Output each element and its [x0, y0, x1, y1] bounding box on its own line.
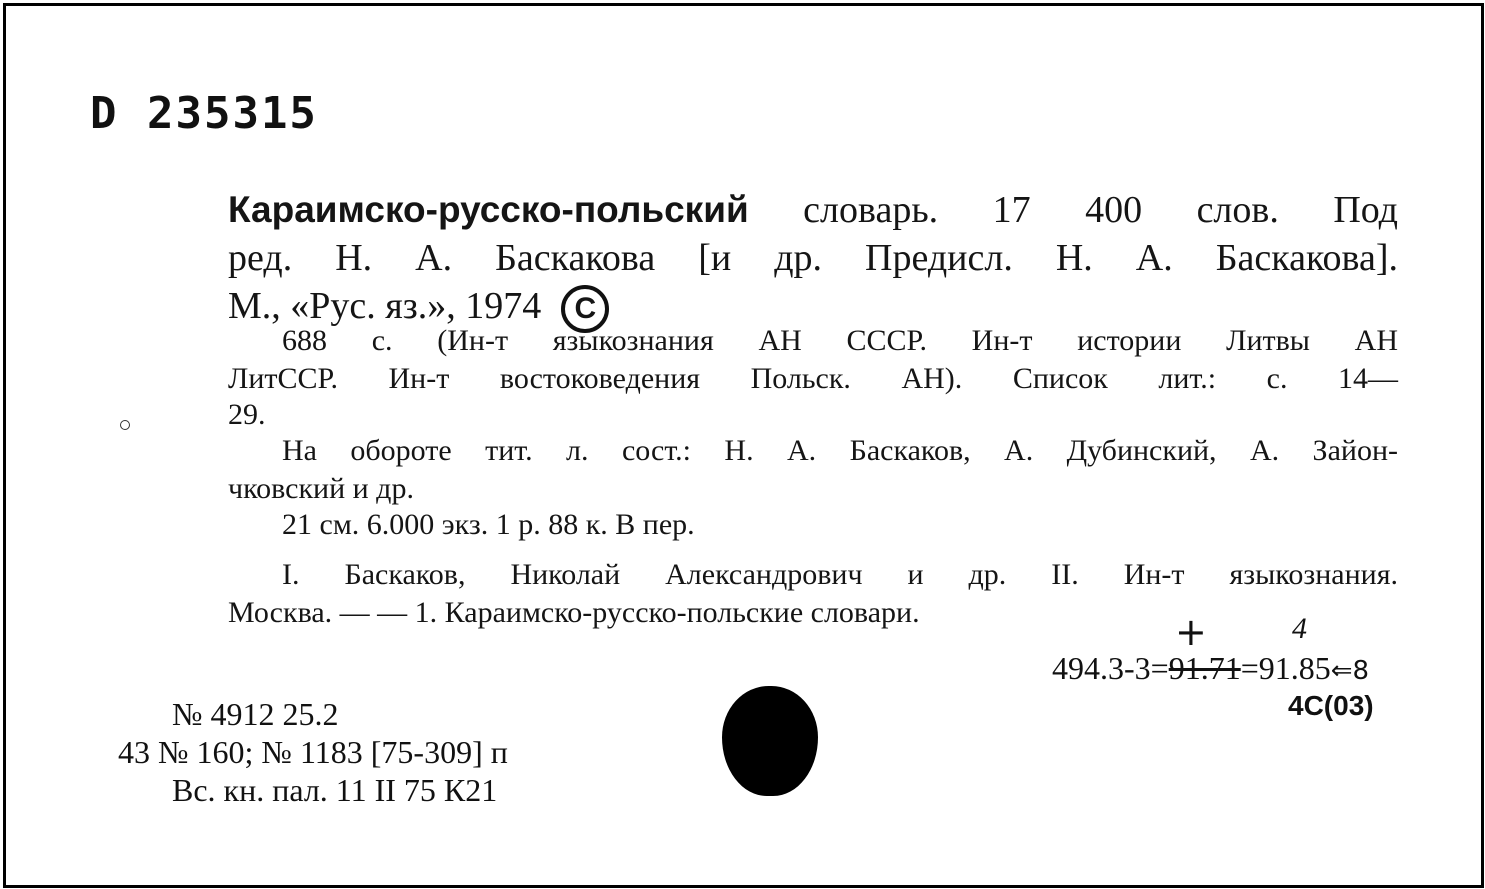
punch-hole-dot	[120, 420, 130, 430]
classification-code	[1052, 650, 1369, 687]
title-line-1	[228, 188, 1398, 232]
classification-prefix: 494.3-3	[1052, 650, 1151, 686]
collation-line-2: ЛитССР. Ин-т востоковедения Польск. АН). Список лит.: с. 14—	[228, 362, 1398, 395]
handwritten-plus-mark: +	[1175, 610, 1207, 654]
registry-line-3: Вс. кн. пал. 11 II 75 К21	[172, 772, 498, 808]
classification-struck-code: 91.71	[1168, 650, 1241, 686]
collation-line-1: 688 с. (Ин-т языкознания АН СССР. Ин-т истории Литвы АН	[282, 324, 1398, 357]
registry-line-1: № 4912 25.2	[172, 696, 339, 732]
registry-line-2: 43 № 160; № 1183 [75-309] п	[118, 734, 508, 770]
title-rest: словарь. 17 400 слов. Под	[748, 189, 1398, 231]
imprint: М., «Рус. яз.», 1974	[228, 285, 542, 327]
title-line-2: ред. Н. А. Баскакова [и др. Предисл. Н. А. Баскакова].	[228, 237, 1398, 279]
tracings-line-2: Москва. — — 1. Караимско-русско-польские словари.	[228, 596, 920, 629]
sub-classification-code: 4C(03)	[1288, 690, 1374, 721]
handwritten-arrow-mark: ⇐	[1330, 656, 1353, 686]
classification-equals-1: =	[1150, 650, 1169, 686]
format-line: 21 см. 6.000 экз. 1 р. 88 к. В пер.	[282, 508, 695, 541]
handwritten-end-mark: 8	[1352, 656, 1370, 686]
tracings-line-1: I. Баскаков, Николай Александрович и др. II. Ин-т языкознания.	[282, 558, 1398, 591]
classification-value: 91.85	[1258, 650, 1331, 686]
collation-line-3: 29.	[228, 398, 266, 431]
ink-blot	[722, 686, 818, 796]
copyright-icon: C	[561, 285, 609, 333]
classification-equals-2: =	[1240, 650, 1259, 686]
title-bold: Караимско-русско-польский	[228, 189, 749, 230]
verso-note-line-1: На обороте тит. л. сост.: Н. А. Баскаков, А. Дубинский, А. Зайон-	[282, 434, 1398, 467]
handwritten-four-mark: 4	[1292, 612, 1307, 645]
call-number: D 235315	[90, 88, 318, 139]
verso-note-line-2: чковский и др.	[228, 472, 414, 505]
